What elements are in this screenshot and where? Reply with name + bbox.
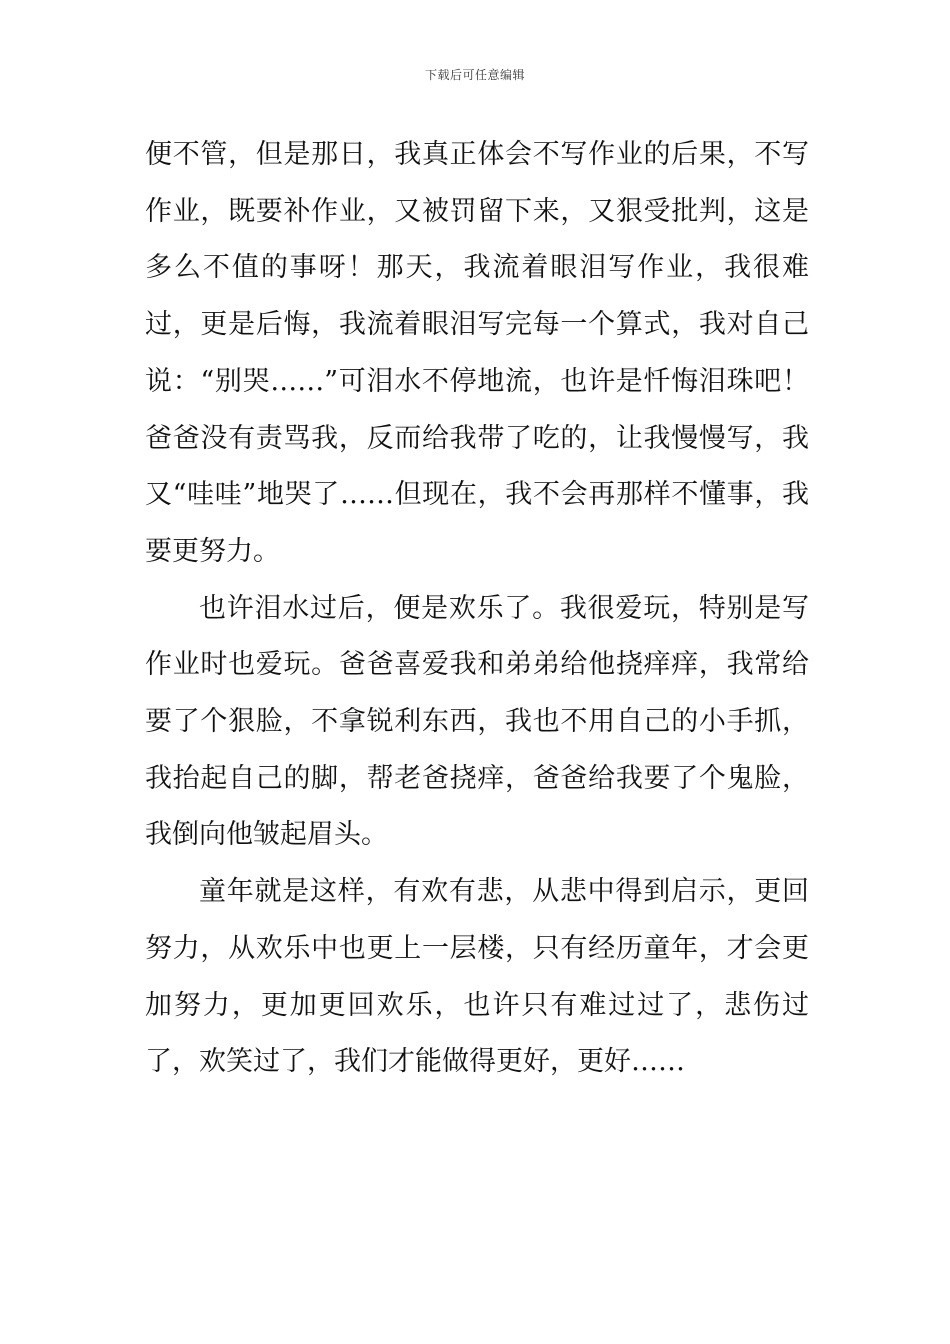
paragraph-continuation: 便不管，但是那日，我真正体会不写作业的后果，不写作业，既要补作业，又被罚留下来，又狠受批判，这是多么不值的事呀！那天，我流着眼泪写作业，我很难过，更是后悔，我流着眼泪写完每一个算式，我对自己说：“别哭……”可泪水不停地流，也许是忏悔泪珠吧！爸爸没有责骂我，反而给我带了吃的，让我慢慢写，我又“哇哇”地哭了……但现在，我不会再那样不懂事，我要更努力。 [145,139,809,567]
paragraph-joy: 也许泪水过后，便是欢乐了。我很爱玩，特别是写作业时也爱玩。爸爸喜爱我和弟弟给他挠痒痒，我常给要了个狠脸，不拿锐利东西，我也不用自己的小手抓，我抬起自己的脚，帮老爸挠痒，爸爸给我要了个鬼脸，我倒向他皱起眉头。 [145,592,809,851]
document-body [145,127,809,1091]
paragraph-conclusion: 童年就是这样，有欢有悲，从悲中得到启示，更回努力，从欢乐中也更上一层楼，只有经历童年，才会更加努力，更加更回欢乐，也许只有难过过了，悲伤过了，欢笑过了，我们才能做得更好，更好…… [145,876,809,1078]
page-header-note: 下载后可任意编辑 [424,68,525,82]
